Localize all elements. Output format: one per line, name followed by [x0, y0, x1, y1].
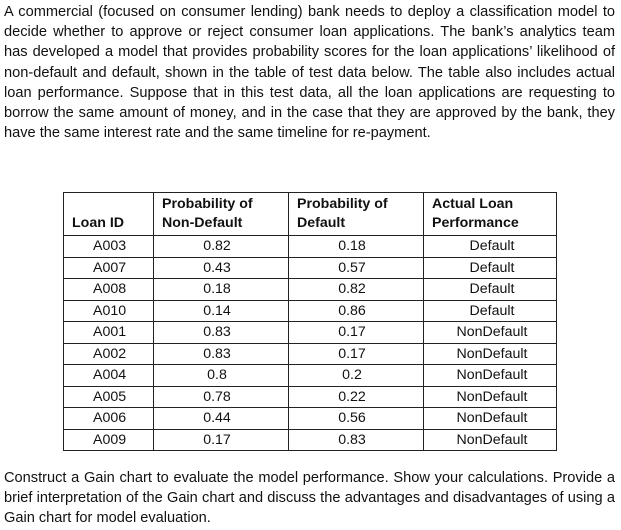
- cell-actual-performance: NonDefault: [424, 408, 557, 430]
- cell-probability-non-default: 0.78: [154, 386, 289, 408]
- cell-actual-performance: Default: [424, 300, 557, 322]
- cell-actual-performance: NonDefault: [424, 429, 557, 451]
- cell-loan-id: A006: [64, 408, 154, 430]
- cell-probability-default: 0.22: [289, 386, 424, 408]
- cell-probability-non-default: 0.18: [154, 279, 289, 301]
- cell-probability-non-default: 0.43: [154, 257, 289, 279]
- cell-probability-default: 0.17: [289, 322, 424, 344]
- header-probability-non-default: Probability of Non-Default: [154, 193, 289, 236]
- cell-loan-id: A005: [64, 386, 154, 408]
- question-paragraph: Construct a Gain chart to evaluate the model performance. Show your calculations. Provide a brief interpretation of the Gain chart and discuss the advantages and disadvantages of using a Gain chart for model evaluation.: [4, 470, 615, 527]
- table-row: [64, 236, 557, 258]
- cell-actual-performance: NonDefault: [424, 386, 557, 408]
- cell-probability-non-default: 0.83: [154, 322, 289, 344]
- header-loan-id: Loan ID: [64, 193, 154, 236]
- cell-probability-non-default: 0.14: [154, 300, 289, 322]
- cell-probability-default: 0.82: [289, 279, 424, 301]
- cell-loan-id: A009: [64, 429, 154, 451]
- cell-loan-id: A001: [64, 322, 154, 344]
- cell-actual-performance: Default: [424, 257, 557, 279]
- cell-probability-non-default: 0.17: [154, 429, 289, 451]
- table-body: [64, 236, 557, 451]
- table-row: [64, 343, 557, 365]
- table-row: [64, 300, 557, 322]
- cell-loan-id: A008: [64, 279, 154, 301]
- cell-probability-non-default: 0.44: [154, 408, 289, 430]
- table-row: [64, 408, 557, 430]
- cell-probability-default: 0.56: [289, 408, 424, 430]
- cell-loan-id: A003: [64, 236, 154, 258]
- table-row: [64, 386, 557, 408]
- cell-actual-performance: Default: [424, 236, 557, 258]
- cell-actual-performance: NonDefault: [424, 343, 557, 365]
- cell-probability-default: 0.86: [289, 300, 424, 322]
- cell-probability-default: 0.57: [289, 257, 424, 279]
- table-row: [64, 279, 557, 301]
- table-row: [64, 429, 557, 451]
- table-header-row: [64, 193, 557, 236]
- table-row: [64, 365, 557, 387]
- cell-probability-default: 0.83: [289, 429, 424, 451]
- loan-data-table: [63, 192, 557, 451]
- cell-actual-performance: Default: [424, 279, 557, 301]
- table-row: [64, 257, 557, 279]
- cell-probability-default: 0.18: [289, 236, 424, 258]
- intro-paragraph: A commercial (focused on consumer lending) bank needs to deploy a classification model to decide whether to approve or reject consumer loan applications. The bank’s analytics team has developed a model that provides probability scores for the loan applications’ likelihood of non-default and default, shown in the table of test data below. The table also includes actual loan performance. Suppose that in this test data, all the loan applications are requesting to borrow the same amount of money, and in the case that they are approved by the bank, they have the same interest rate and the same timeline for re-payment.: [4, 4, 615, 142]
- cell-loan-id: A010: [64, 300, 154, 322]
- cell-probability-default: 0.17: [289, 343, 424, 365]
- cell-loan-id: A007: [64, 257, 154, 279]
- cell-probability-non-default: 0.8: [154, 365, 289, 387]
- table-row: [64, 322, 557, 344]
- header-actual-loan-performance: Actual Loan Performance: [424, 193, 557, 236]
- header-probability-default: Probability of Default: [289, 193, 424, 236]
- cell-probability-default: 0.2: [289, 365, 424, 387]
- cell-actual-performance: NonDefault: [424, 365, 557, 387]
- cell-actual-performance: NonDefault: [424, 322, 557, 344]
- cell-loan-id: A004: [64, 365, 154, 387]
- cell-loan-id: A002: [64, 343, 154, 365]
- cell-probability-non-default: 0.82: [154, 236, 289, 258]
- loan-data-table-container: [63, 192, 557, 451]
- cell-probability-non-default: 0.83: [154, 343, 289, 365]
